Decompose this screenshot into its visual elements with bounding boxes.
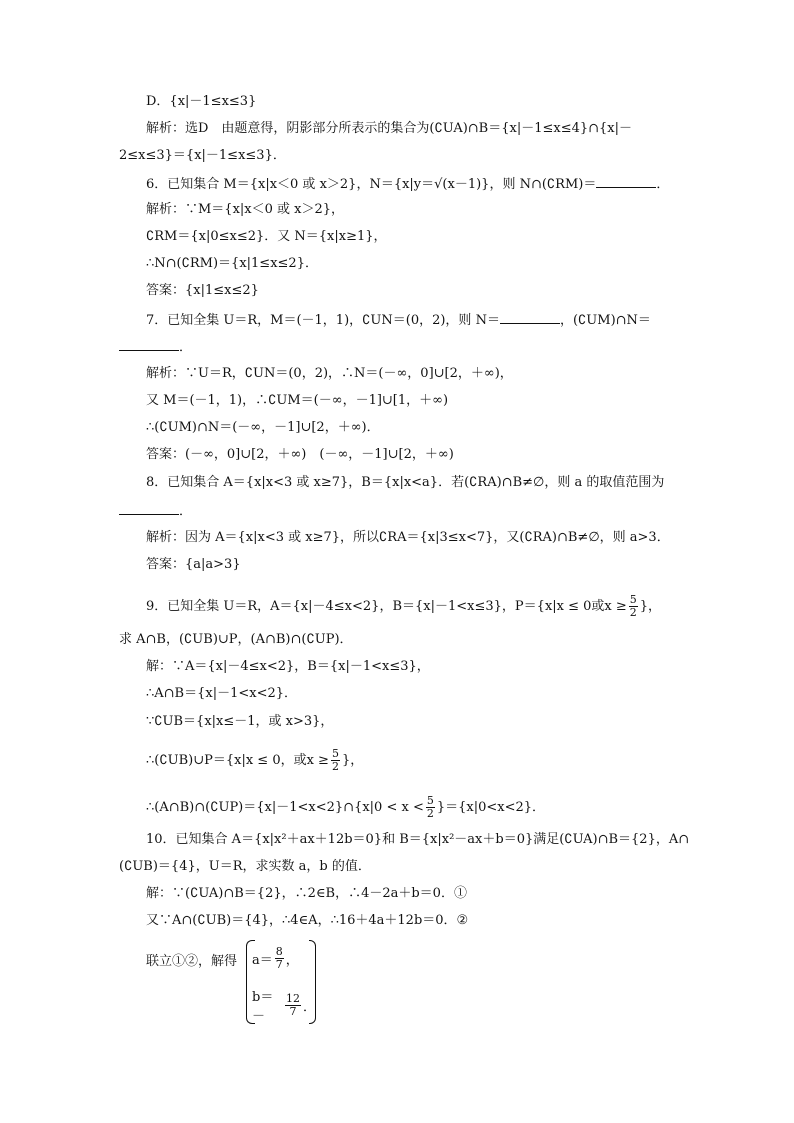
- a-fraction: $\frac{8}{7}$: [275, 945, 283, 971]
- solution-b: b＝－ $\frac{12}{7}$ ．: [252, 990, 316, 1024]
- q6-stem: [0, 173, 794, 195]
- q10-stem: 10．已知集合 A＝{x|x²＋ax＋12b＝0}和 B＝{x|x²－ax＋b＝0}满足(∁UA)∩B＝{2}，A∩: [146, 832, 690, 847]
- five-halves-fraction: $\frac{5}{2}$: [426, 794, 434, 820]
- q8-stem-cont: [0, 500, 794, 522]
- q9-stem: [0, 594, 794, 619]
- q6-end: ．: [656, 177, 670, 192]
- q9-text: 9．已知全集 U＝R，A＝{x|－4≤x<2}，B＝{x|－1<x≤3}，P＝: [146, 599, 537, 614]
- option-d: D．{x|－1≤x≤3}: [146, 94, 257, 109]
- q6-analysis-1: 解析：∵M＝{x|x＜0 或 x＞2}，: [146, 202, 345, 217]
- q9-solution-5: ∴(A∩B)∩(∁UP)＝{x|－1<x<2}∩{x|0 < x < $\frac{5}{2}$ }＝{x|0<x<2}．: [146, 794, 546, 820]
- q7-analysis-1: 解析：∵U＝R，∁UN＝(0，2)，∴N＝(－∞，0]∪[2，＋∞)，: [146, 366, 513, 381]
- right-brace: [309, 940, 316, 1024]
- q9-solution-1: 解：∵A＝{x|－4≤x<2}，B＝{x|－1<x≤3}，: [146, 659, 430, 674]
- q7-text: 7．已知全集 U＝R，M＝(－1，1)，∁UN＝(0，2)，则 N＝: [146, 313, 500, 328]
- q9-stem-cont: 求 A∩B，(∁UB)∪P，(A∩B)∩(∁UP)．: [119, 632, 353, 647]
- q7-stem-cont: [0, 336, 794, 358]
- q7-end: ．: [179, 340, 193, 355]
- five-halves-fraction: $\frac{5}{2}$: [629, 593, 637, 619]
- q9-solution-3: ∵∁UB＝{x|x≤－1，或 x>3}，: [146, 714, 334, 729]
- q7-analysis-2: 又 M＝(－1，1)，∴∁UM＝(－∞，－1]∪[1，＋∞): [146, 393, 449, 408]
- q6-answer: 答案：{x|1≤x≤2}: [146, 283, 259, 298]
- q9-set-p-end: }，: [639, 599, 662, 614]
- q7-blank-1: [500, 309, 560, 324]
- q7-analysis-3: ∴(∁UM)∩N＝(－∞，－1]∪[2，＋∞)．: [146, 420, 380, 435]
- q6-answer-blank: [596, 173, 656, 188]
- q6-analysis-3: ∴N∩(∁RM)＝{x|1≤x≤2}．: [146, 256, 318, 271]
- q10-solution-3: 联立①②，解得: [146, 954, 238, 969]
- q7-blank-2: [119, 336, 179, 351]
- q8-stem: 8．已知集合 A＝{x|x<3 或 x≥7}，B＝{x|x<a}．若(∁RA)∩B≠∅，则 a 的取值范围为: [146, 475, 665, 490]
- five-halves-fraction: $\frac{5}{2}$: [331, 747, 339, 773]
- q7-stem: [0, 309, 794, 331]
- q9-solution-2: ∴A∩B＝{x|－1<x<2}．: [146, 686, 298, 701]
- q7-text-2: ，(∁UM)∩N＝: [559, 313, 651, 328]
- q6-text: 6．已知集合 M＝{x|x＜0 或 x＞2}，N＝{x|y＝√(x－1)}，则 N∩(∁RM)＝: [146, 177, 597, 192]
- solution-a: a＝ $\frac{8}{7}$ ，: [252, 945, 299, 971]
- q10-solution-2: 又∵A∩(∁UB)＝{4}，∴4∈A，∴16＋4a＋12b＝0．②: [146, 913, 469, 928]
- q8-analysis: 解析：因为 A＝{x|x<3 或 x≥7}，所以∁RA＝{x|3≤x<7}，又(∁RA)∩B≠∅，则 a>3．: [146, 530, 670, 545]
- q10-solution-1: 解：∵(∁UA)∩B＝{2}，∴2∈B，∴4－2a＋b＝0．①: [146, 886, 467, 901]
- q8-answer: 答案：{a|a>3}: [146, 557, 241, 572]
- q9-solution-4: ∴(∁UB)∪P＝{x|x ≤ 0，或x ≥ $\frac{5}{2}$ }，: [146, 747, 364, 773]
- q5-analysis: 解析：选D 由题意得，阴影部分所表示的集合为(∁UA)∩B＝{x|－1≤x≤4}∩{x|－: [146, 121, 633, 136]
- q8-blank: [119, 500, 179, 515]
- q5-analysis-cont: 2≤x≤3}＝{x|－1≤x≤3}．: [119, 148, 286, 163]
- q8-end: ．: [179, 504, 193, 519]
- equation-system: [246, 940, 316, 1022]
- q9-set-p: {x|x ≤ 0或x ≥: [536, 599, 627, 614]
- b-fraction: $\frac{12}{7}$: [285, 991, 300, 1018]
- q6-analysis-2: ∁RM＝{x|0≤x≤2}．又 N＝{x|x≥1}，: [146, 229, 387, 244]
- q10-stem-cont: (∁UB)＝{4}，U＝R，求实数 a，b 的值．: [119, 859, 371, 874]
- q7-answer: 答案：(－∞，0]∪[2，＋∞) (－∞，－1]∪[2，＋∞): [146, 447, 454, 462]
